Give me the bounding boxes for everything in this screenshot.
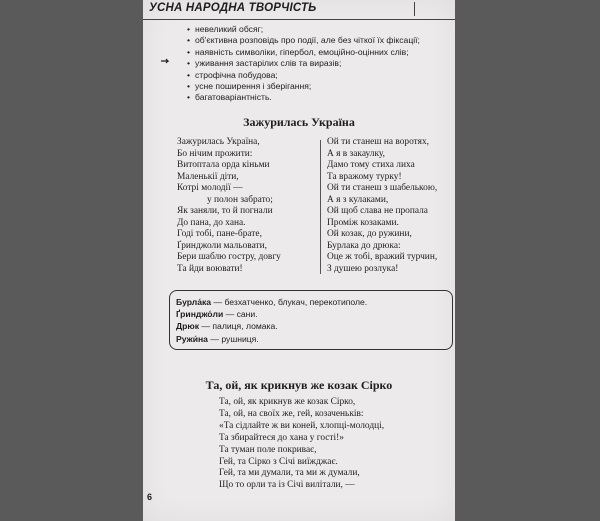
list-item: • уживання застарілих слів та виразів; [187,58,420,69]
poem-line: у полон забрато; [207,194,273,205]
running-header [143,0,455,20]
poem-line: Дамо тому стиха лиха [327,160,415,171]
poem-line: З душею розлука! [327,264,399,275]
glossary-definition: — рушниця. [207,333,259,344]
song-text [219,397,384,492]
glossary-term: Бурла́ка [176,297,212,307]
glossary-definition: — безхатченко, блукач, перекотиполе. [211,297,368,307]
poem-line: А я з кулаками, [327,194,389,205]
glossary-entry [176,308,452,320]
poem-line: Ой щоб слава не пропала [327,206,428,217]
poem-left-column [177,137,281,276]
list-item: • строфічна побудова; [187,70,420,81]
list-item: • багатоваріантність. [187,92,420,103]
poem-line: Зажурилась Україна, [177,137,260,147]
poem-right-column [327,137,437,276]
header-corner-box [414,2,451,16]
song-line: Та, ой, як крикнув же козак Сірко, [219,397,356,407]
glossary-definition: — палиця, ломака. [199,321,278,332]
glossary-term: Дрюк [176,321,200,332]
poem-line: Витоптала орда кіньми [177,160,270,171]
poem-line: Та вражому турку! [327,171,402,182]
poem-line: Ґринджоли мальовати, [177,240,267,251]
poem-line: Маленькії діти, [177,171,239,182]
list-item: • невеликий обсяг; [187,24,420,35]
glossary-box [169,290,453,350]
page-number: 6 [147,492,153,502]
glossary-entry [176,333,452,345]
poem-line: Проміж козаками. [327,217,399,228]
poem-line: А я в закаулку, [327,148,385,159]
poem-line: Котрі молодії — [177,183,243,194]
song-title: Та, ой, як крикнув же козак Сірко [205,378,393,392]
poem-line: Бо нічим прожити: [177,148,253,159]
textbook-page [143,0,455,521]
margin-pencil-mark [161,58,171,64]
glossary-definition: — сани. [223,309,258,320]
song-line: Та збирайтеся до хана у гості!» [219,432,344,443]
poem-line: До пана, до хана. [177,217,246,228]
poem-line: Ой ти станеш на воротях, [327,137,430,147]
poem-line: Бери шаблю гостру, довгу [177,252,281,263]
features-list [187,24,420,104]
poem-line: Ой козак, до ружини, [327,229,412,240]
poem-line: Ой ти станеш з шабелькою, [327,183,438,194]
list-item: • усне поширення і зберігання; [187,81,420,92]
song-line: Та, ой, на своїх же, гей, козаченьків: [219,408,364,419]
poem-title: Зажурилась Україна [243,115,355,129]
poem-line: Бурлака до дрюка: [327,240,401,251]
list-item: • об'єктивна розповідь про події, але без чіткої їх фіксації; [187,35,420,46]
poem-line: Та йди воювати! [177,264,243,275]
song-line: Гей, та Сірко з Січі виїжджає. [219,456,338,467]
song-line: Та туман поле покриває, [219,444,317,455]
song-line: Що то орли та із Січі вилітали, — [219,480,355,491]
column-divider [320,140,321,274]
glossary-entry [176,320,452,332]
poem-line: Оце ж тобі, вражий турчин, [327,252,438,263]
section-title: УСНА НАРОДНА ТВОРЧІСТЬ [149,2,317,14]
song-line: «Та сідлайте ж ви коней, хлопці-молодці, [219,420,385,431]
song-line: Гей, та ми думали, та ми ж думали, [219,468,360,479]
glossary-term: Ґринджо́ли [176,309,224,320]
list-item: • наявність символіки, гіпербол, емоційно-оцінних слів; [187,47,420,58]
glossary-entry [176,296,452,308]
poem-line: Годі тобі, пане-брате, [177,229,262,240]
glossary-term: Ружи́на [176,333,208,344]
poem-line: Як заняли, то й погнали [177,206,273,217]
